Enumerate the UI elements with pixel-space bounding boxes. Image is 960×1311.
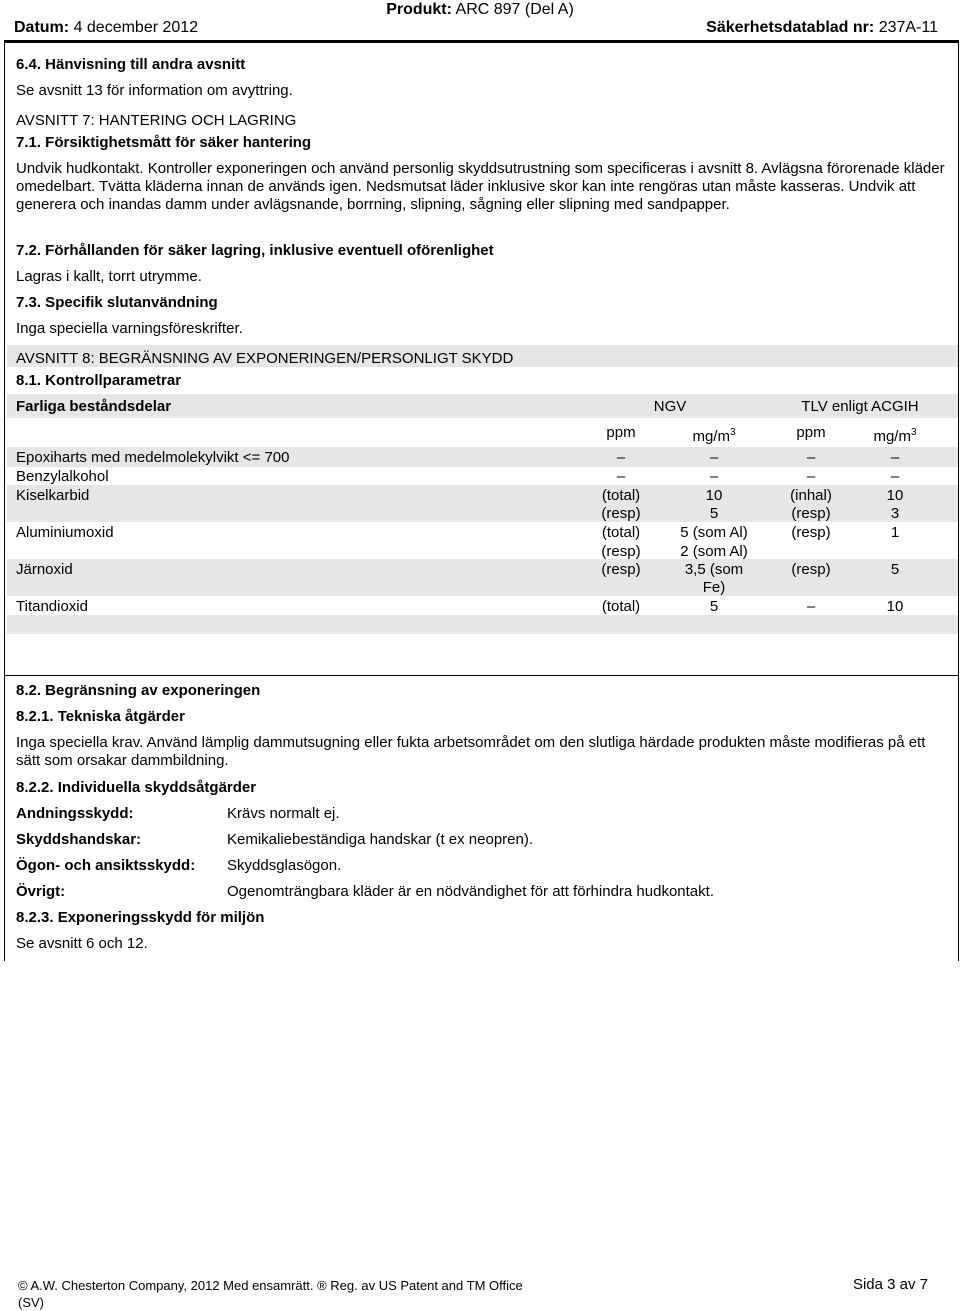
date-block: [14, 19, 198, 37]
unit-mgm3-tlv: $mg/m^3$: [873, 427, 917, 445]
ppe-label-gloves: Skyddshandskar:: [16, 831, 142, 848]
s821-text: Inga speciella krav. Använd lämplig dammutsugning eller fukta arbetsområdet om den slutliga härdade produkten måste modifieras på ett sätt som orsakar dammbildning.: [16, 734, 926, 769]
document-body: [4, 43, 959, 961]
table-row: Aluminiumoxid (total) 5 (som Al) (resp) 1: [16, 524, 900, 541]
s73-title: 7.3. Specifik slutanvändning: [16, 294, 218, 311]
s822-title: 8.2.2. Individuella skyddsåtgärder: [16, 779, 257, 796]
page-header: [0, 0, 960, 42]
s823-title: 8.2.3. Exponeringsskydd för miljön: [16, 909, 265, 926]
s64-title: 6.4. Hänvisning till andra avsnitt: [16, 56, 246, 73]
ppe-value-other: Ogenomträngbara kläder är en nödvändighet för att förhindra hudkontakt.: [227, 883, 714, 900]
ppe-value-respiratory: Krävs normalt ej.: [227, 805, 340, 822]
s81-title: 8.1. Kontrollparametrar: [16, 372, 182, 389]
date-label: Datum:: [14, 19, 70, 36]
col-component: Farliga beståndsdelar: [16, 398, 172, 415]
col-group-ngv: NGV: [653, 398, 687, 415]
product-label: Produkt:: [386, 1, 452, 18]
table-row: Titandioxid (total) 5 – 10: [16, 598, 904, 615]
unit-ppm-tlv: ppm: [796, 424, 826, 441]
s71-title: 7.1. Försiktighetsmått för säker hantering: [16, 134, 312, 151]
product-line: [0, 1, 960, 19]
col-group-tlv: TLV enligt ACGIH: [801, 398, 919, 415]
ppe-label-eyes: Ögon- och ansiktsskydd:: [16, 857, 196, 874]
sds-block: [706, 19, 938, 37]
s64-text: Se avsnitt 13 för information om avyttring.: [16, 82, 293, 99]
ppe-value-eyes: Skyddsglasögon.: [227, 857, 342, 874]
table-row: Järnoxid (resp) 3,5 (som (resp) 5: [16, 561, 900, 578]
table-group-header: [5, 398, 958, 417]
table-row: (resp) 5 (resp) 3: [601, 505, 900, 522]
table-row: Benzylalkohol – – – –: [16, 468, 900, 485]
date-value: 4 december 2012: [73, 19, 199, 36]
table-bottom-box: [5, 634, 958, 676]
footer-page-number: Sida 3 av 7: [852, 1276, 928, 1293]
s73-text: Inga speciella varningsföreskrifter.: [16, 320, 243, 337]
table-row: Kiselkarbid (total) 10 (inhal) 10: [16, 487, 904, 504]
s8-title: AVSNITT 8: BEGRÄNSNING AV EXPONERINGEN/PERSONLIGT SKYDD: [16, 350, 514, 367]
row-band: [7, 615, 958, 634]
s821-title: 8.2.1. Tekniska åtgärder: [16, 708, 185, 725]
product-value: ARC 897 (Del A): [455, 1, 574, 18]
sds-label: Säkerhetsdatablad nr:: [706, 19, 875, 36]
s823-text: Se avsnitt 6 och 12.: [16, 935, 148, 952]
s72-text: Lagras i kallt, torrt utrymme.: [16, 268, 202, 285]
ppe-value-gloves: Kemikaliebeständiga handskar (t ex neopren).: [227, 831, 534, 848]
header-row: [14, 19, 938, 37]
s82-title: 8.2. Begränsning av exponeringen: [16, 682, 261, 699]
table-row: (resp) 2 (som Al): [601, 543, 748, 560]
footer-language: (SV): [18, 1295, 44, 1310]
table-row: Epoxiharts med medelmolekylvikt <= 700 – – – –: [16, 449, 900, 466]
ppe-label-respiratory: Andningsskydd:: [16, 805, 134, 822]
table-unit-header: [5, 424, 958, 443]
unit-mgm3-ngv: $mg/m^3$: [692, 427, 736, 445]
sds-value: 237A-11: [878, 19, 938, 36]
s72-title: 7.2. Förhållanden för säker lagring, inklusive eventuell oförenlighet: [16, 242, 494, 259]
footer-copyright: © A.W. Chesterton Company, 2012 Med ensamrätt. ® Reg. av US Patent and TM Office: [18, 1278, 523, 1293]
ppe-label-other: Övrigt:: [16, 883, 66, 900]
s7-title: AVSNITT 7: HANTERING OCH LAGRING: [16, 112, 297, 129]
s71-text: Undvik hudkontakt. Kontroller exponeringen och använd personlig skyddsutrustning som specificeras i avsnitt 8. Avlägsna förorenade kläder omedelbart. Tvätta kläderna innan de används igen. Nedsmutsat läder inklusive skor kan inte rengöras utan måste kasseras. Undvik att generera och inandas damm under avlägsnande, borrning, slipning, sågning eller slipning med sandpapper.: [16, 160, 945, 213]
unit-ppm-ngv: ppm: [606, 424, 636, 441]
table-row: Fe): [702, 579, 726, 596]
